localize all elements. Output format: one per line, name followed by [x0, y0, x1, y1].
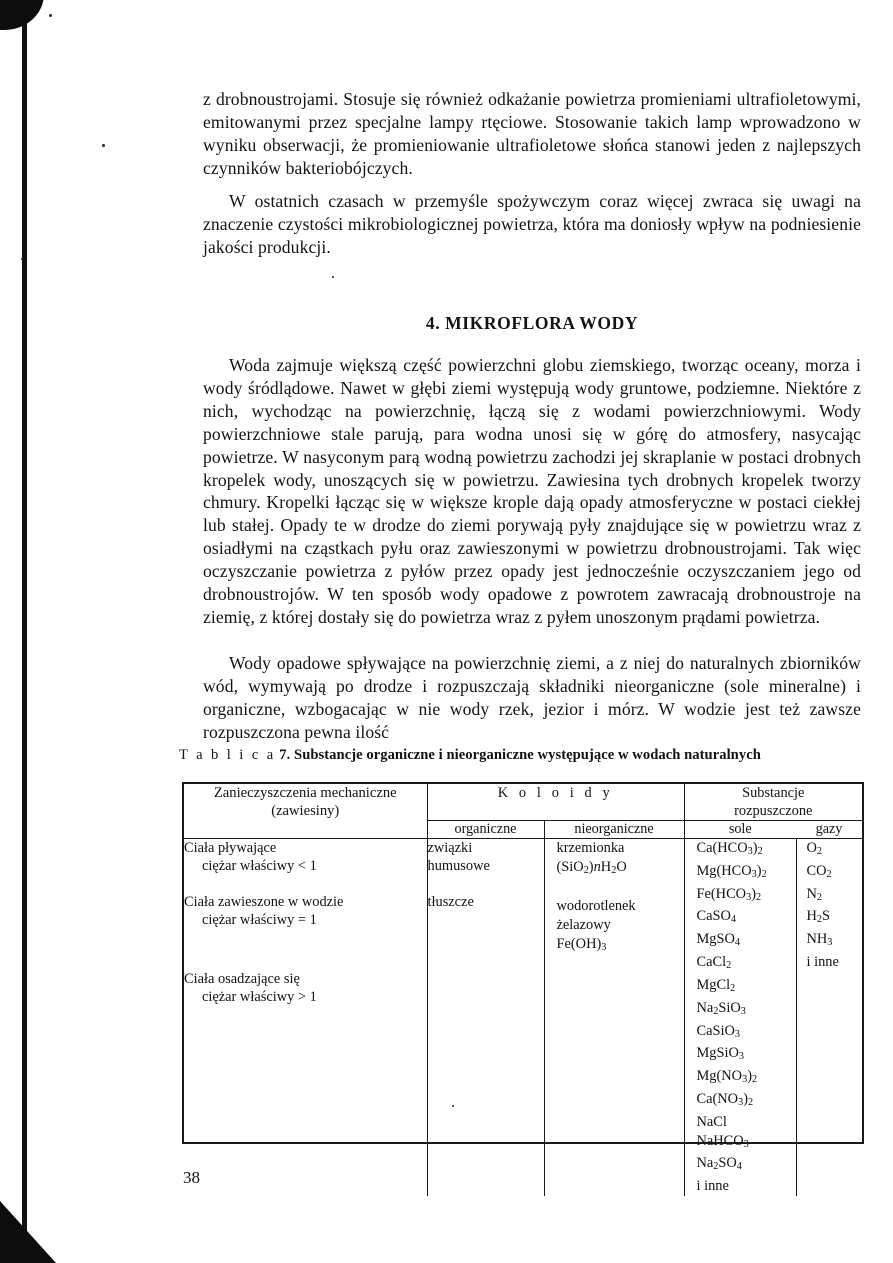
- table-body-row: [184, 839, 862, 1196]
- chem-ca-hco3: $Ca(HCO_3)_2$: [696, 840, 763, 858]
- header-salts: sole: [684, 821, 796, 839]
- cell-salts: [684, 839, 796, 1196]
- table-caption: [179, 747, 879, 764]
- chem-hydroxide-label: wodorotlenek: [556, 898, 636, 915]
- table-header-row-top: [184, 784, 862, 821]
- cell-gases: [796, 839, 862, 1196]
- header-gases: gazy: [796, 821, 862, 839]
- chem-mgsio3: MgSiO$_3$: [696, 1045, 744, 1063]
- chem-cacl2: CaCl$_2$: [696, 954, 732, 972]
- chem-feoh3: $Fe(OH)_3$: [556, 935, 607, 953]
- item-settling-bodies: Ciała osadzające się ciężar właściwy > 1: [184, 970, 317, 1006]
- chem-krzemionka: krzemionka: [556, 840, 625, 856]
- scan-speck: [21, 258, 23, 260]
- chem-na2sio3: $Na_2SiO_3$: [696, 999, 746, 1018]
- scan-corner-artifact-top: [0, 0, 44, 30]
- chem-fe-hco3: $Fe(HCO_3)_2$: [696, 885, 762, 903]
- chem-mg-hco3: $Mg(HCO_3)_2$: [696, 862, 767, 881]
- chem-ca-no3: $Ca(NO_3)_2$: [696, 1091, 754, 1109]
- header-mechanical-line2: (zawiesiny): [271, 803, 340, 819]
- chem-casio3: CaSiO$_3$: [696, 1022, 740, 1040]
- table-caption-number: 7.: [279, 747, 291, 763]
- salts-and-others: i inne: [696, 1178, 729, 1195]
- chem-o2: $O_2$: [806, 840, 823, 858]
- item-floating-bodies: Ciała pływające ciężar właściwy < 1: [184, 840, 317, 875]
- chem-mgcl2: MgCl$_2$: [696, 976, 736, 995]
- chem-mg-no3: $Mg(NO_3)_2$: [696, 1068, 758, 1086]
- chem-mgso4: MgSO$_4$: [696, 931, 740, 949]
- paragraph-air-quality: W ostatnich czasach w przemyśle spożywczym coraz więcej zwraca się uwagi na znaczenie czystości mikrobiologicznej powietrza, która ma doniosły wpływ na podniesienie jakości produkcji.: [203, 191, 861, 257]
- scan-speck: [49, 14, 52, 17]
- cell-mechanical-impurities: [184, 839, 427, 1196]
- section-heading: 4. MIKROFLORA WODY: [425, 313, 639, 333]
- paragraph-rainwater: Wody opadowe spływające na powierzchnię ziemi, a z niej do naturalnych zbiorników wód, wymywają po drodze i rozpuszczają składniki nieorganiczne (sole mineralne) i organiczne, wzbogacając w nie wody rzek, jezior i mórz. W wodzie jest też zawsze rozpuszczona pewna ilość: [203, 653, 861, 742]
- gases-and-others: i inne: [806, 954, 839, 971]
- table-caption-title: Substancje organiczne i nieorganiczne występujące w wodach naturalnych: [294, 747, 761, 763]
- header-koloidy-inorganic: nieorganiczne: [544, 821, 684, 839]
- item-suspended-bodies: Ciała zawieszone w wodzie ciężar właściwy = 1: [184, 893, 344, 929]
- header-koloidy: K o l o i d y: [427, 784, 684, 821]
- paragraph-continuation: z drobnoustrojami. Stosuje się również odkażanie powietrza promieniami ultrafioletowymi, emitowanymi przez specjalne lampy rtęciowe. Stosowanie takich lamp wprowadzono w wyniku obserwacji, że promieniowanie ultrafioletowe słońca stanowi jeden z najlepszych czynników bakteriobójczych.: [203, 89, 861, 178]
- chem-h2s: $H_2S$: [806, 908, 831, 926]
- chem-ferric-label: żelazowy: [556, 917, 611, 934]
- table-caption-prefix: T a b l i c a: [179, 747, 276, 763]
- chem-nahco3: NaHCO$_3$: [696, 1132, 749, 1150]
- chem-silica-hydrate: $(SiO_2)nH_2O$: [556, 858, 627, 876]
- header-koloidy-organic: organiczne: [427, 821, 544, 839]
- page-number: 38: [183, 1168, 200, 1187]
- paragraph-water-intro: Woda zajmuje większą część powierzchni globu ziemskiego, tworząc oceany, morza i wody śródlądowe. Nawet w głębi ziemi występują wody gruntowe, podziemne. Niektóre z nich, wychodząc na powierzchnię, łączą się z wodami powierzchniowymi. Wody powierzchniowe stale parują, para wodna unosi się w górę do atmosfery, nasycając powietrze. W nasyconym parą wodną powietrzu zachodzi jej skraplanie w postaci drobnych kropelek wody, unoszących się w powietrzu. Zawiesina tych drobnych kropelek tworzy chmury. Kropelki łącząc się w większe krople dają opady atmosferyczne w postaci ciekłej lub stałej. Opady te w drodze do ziemi porywają pyły znajdujące się w powietrzu wraz z osiadłymi na cząstkach pyłu oraz zawieszonymi w powietrzu drobnoustrojami. Tak więc oczyszczanie powietrza z pyłów przez opady jest jednocześnie oczyszczaniem jego od drobnoustrojów. W ten sposób wody opadowe z powrotem zawracają drobnoustroje na ziemię, z której dostały się do powietrza wraz z pyłem unoszonym prądami powietrza.: [203, 355, 861, 627]
- cell-koloidy-inorganic: [544, 839, 684, 1196]
- chem-caso4: CaSO$_4$: [696, 908, 736, 926]
- header-mechanical-line1: Zanieczyszczenia mechaniczne: [213, 785, 397, 801]
- scan-corner-artifact-bottom: [0, 1201, 56, 1263]
- chem-co2: $CO_2$: [806, 862, 832, 881]
- scan-speck: [102, 144, 105, 147]
- header-dissolved-substances: [684, 784, 862, 821]
- scan-speck: [332, 276, 334, 278]
- header-dissolved-line2: rozpuszczone: [734, 803, 813, 819]
- header-dissolved-line1: Substancje: [742, 785, 805, 801]
- chem-nh3: $NH_3$: [806, 931, 833, 949]
- chem-nacl: NaCl: [696, 1113, 727, 1130]
- scan-edge-artifact: [22, 0, 27, 1263]
- header-mechanical-impurities: [184, 784, 427, 839]
- chem-n2: $N_2$: [806, 885, 823, 903]
- chem-na2so4: $Na_2SO_4$: [696, 1155, 742, 1173]
- cell-koloidy-organic: związki humusowe tłuszcze: [427, 839, 544, 1196]
